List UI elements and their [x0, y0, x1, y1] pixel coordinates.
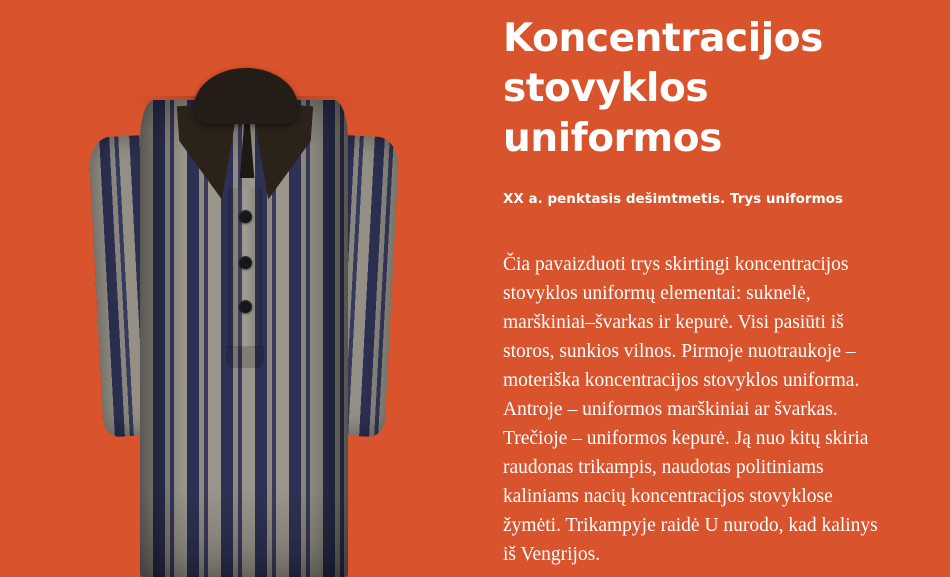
button-top — [239, 210, 252, 223]
placket-bottom — [226, 346, 264, 368]
page-title: Koncentracijos stovyklos uniformos — [503, 16, 823, 161]
collar — [194, 68, 298, 124]
uniform-dress-illustration — [88, 60, 400, 577]
body-text: Čia pavaizduoti trys skirtingi koncentracijos stovyklos uniformų elementai: suknelė, marškiniai–švarkas ir kepurė. Visi pasiūti iš storos, sunkios vilnos. Pirmoje nuotraukoje – moteriška koncentracijos stovyklos uniforma. Antroje – uniformos marškiniai ar švarkas. Trečioje – uniformos kepurė. Ją nuo kitų skiria raudonas trikampis, naudotas politiniams kaliniams nacių koncentracijos stovyklose žymėti. Trikampyje raidė U nurodo, kad kalinys iš Vengrijos. — [503, 254, 878, 565]
button-middle — [239, 256, 252, 269]
text-panel — [487, 0, 950, 577]
subtitle: XX a. penktasis dešimtmetis. Trys uniformos — [503, 191, 843, 207]
button-bottom — [239, 300, 252, 313]
